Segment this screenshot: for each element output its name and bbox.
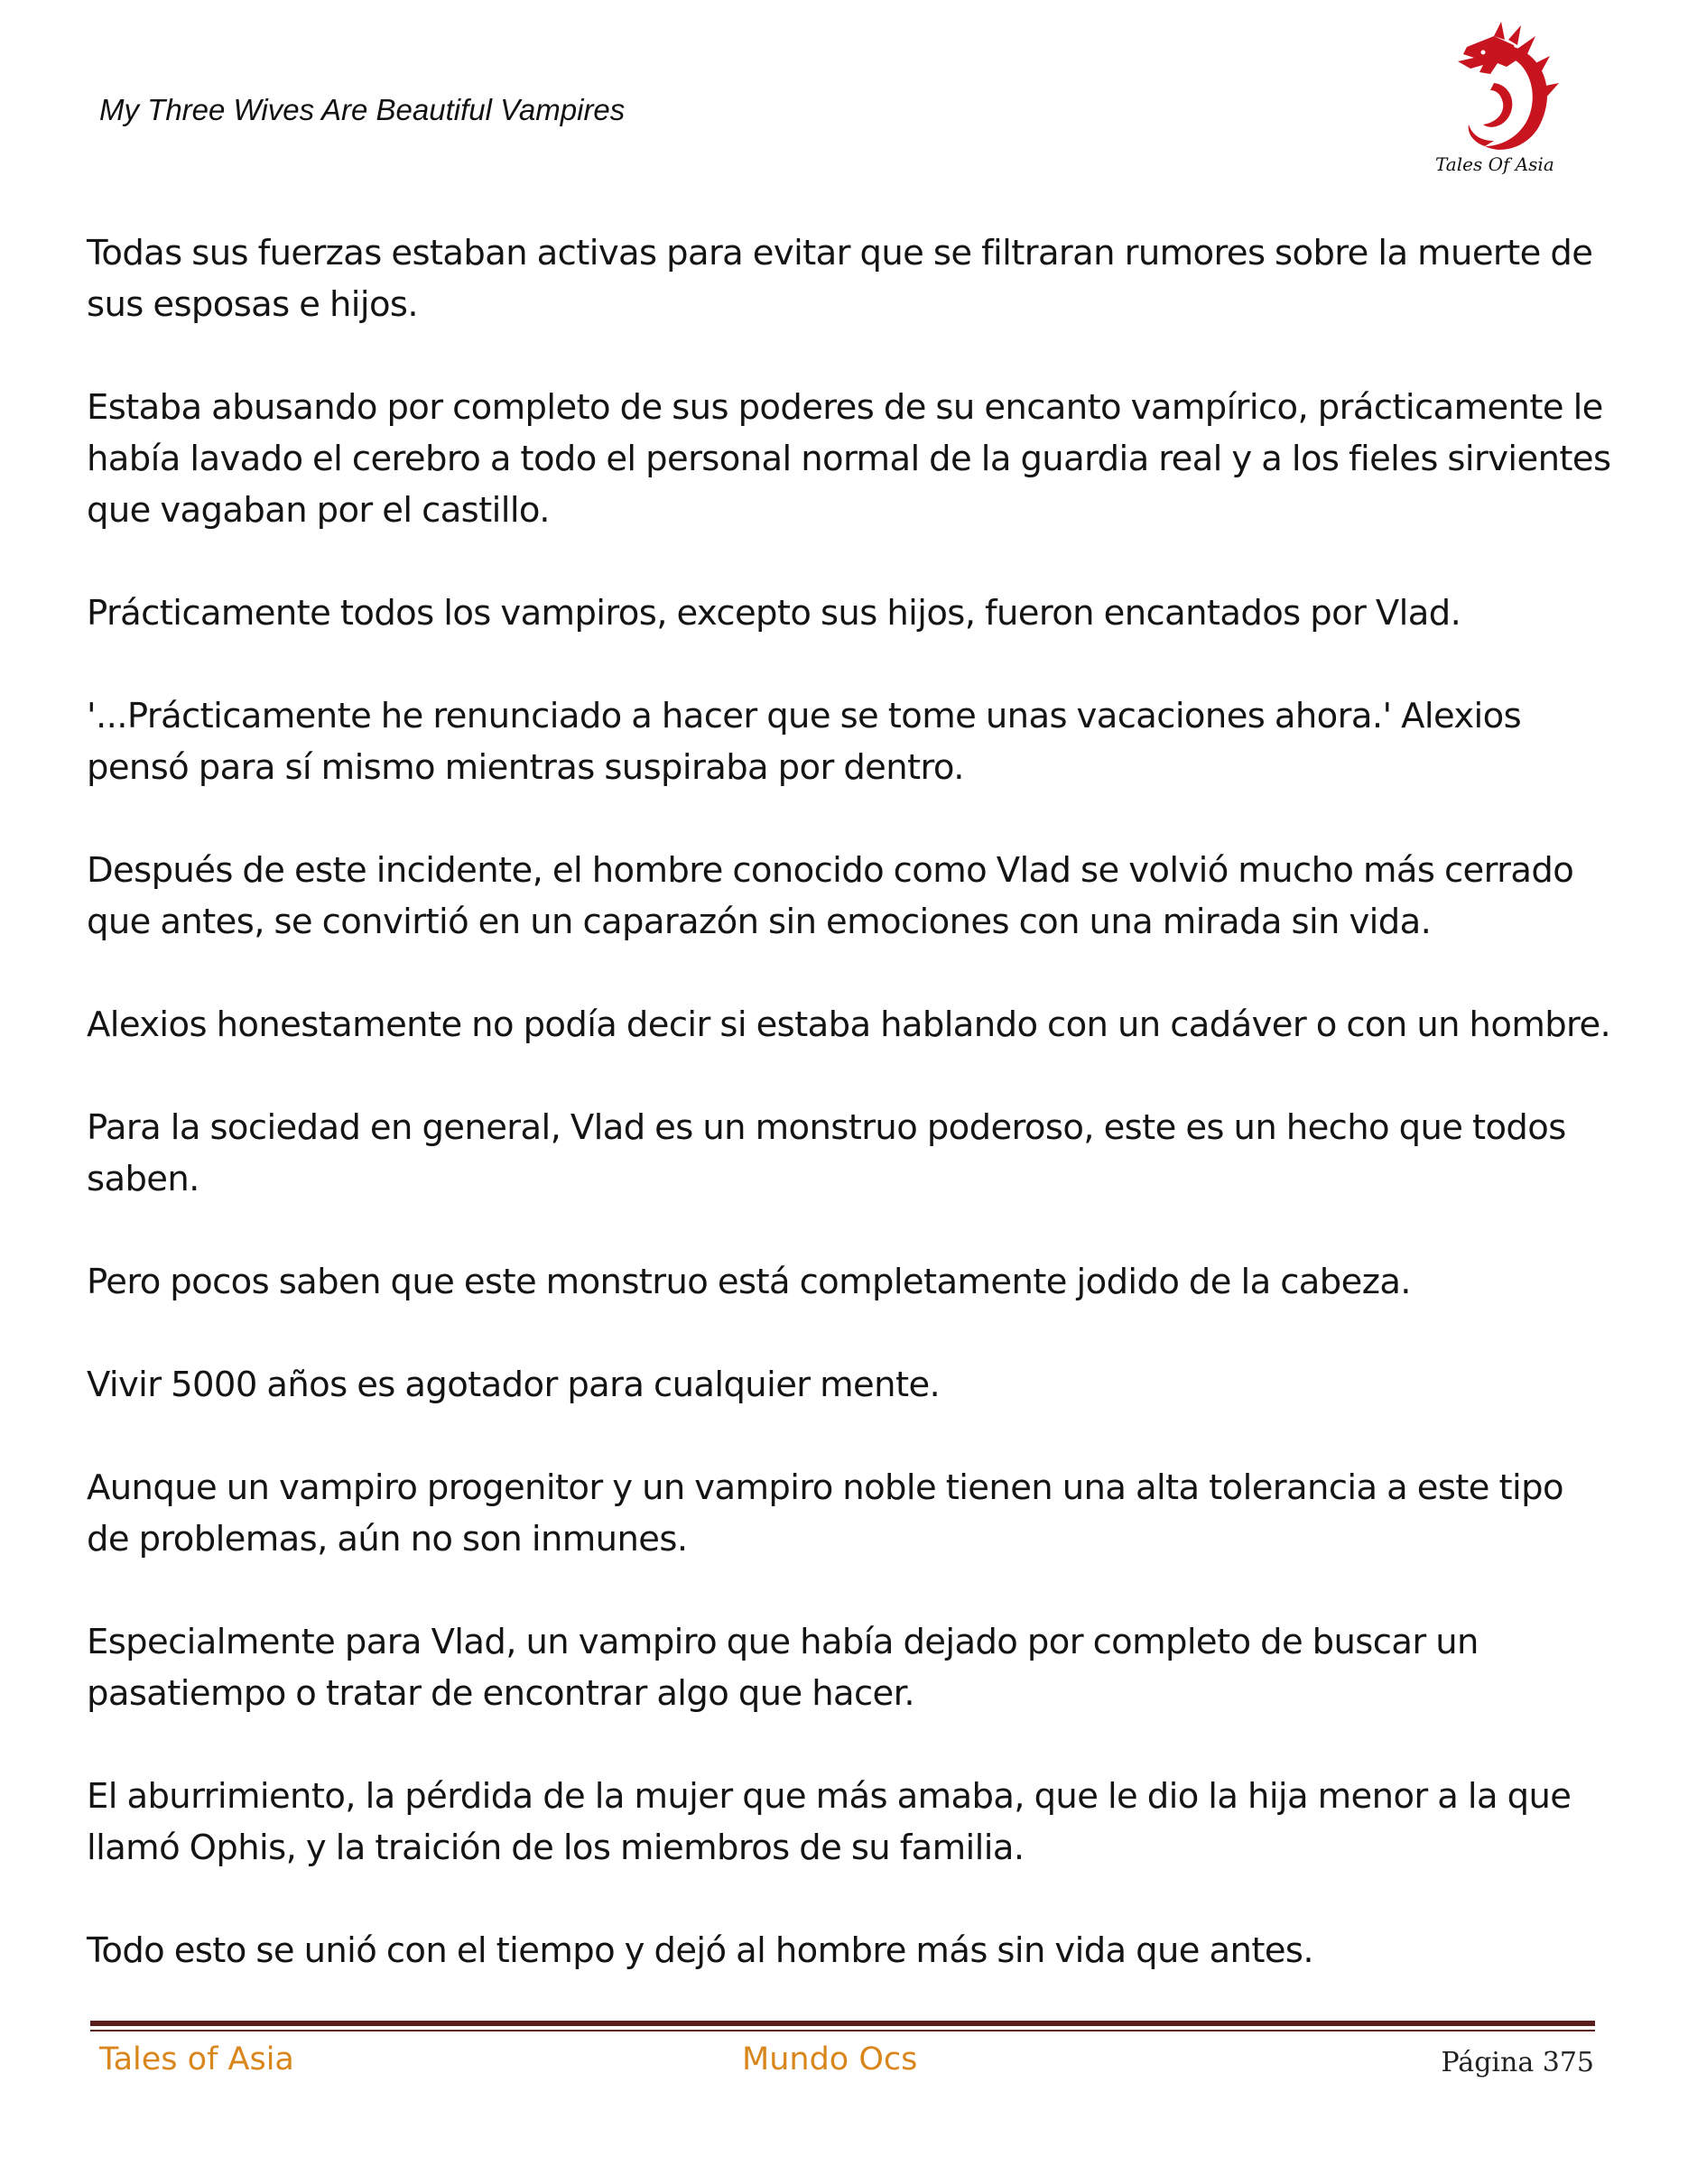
paragraph: Después de este incidente, el hombre conocido como Vlad se volvió mucho más cerrado que antes, se convirtió en un caparazón sin emociones con una mirada sin vida. [87, 850, 1574, 942]
paragraph: '...Prácticamente he renunciado a hacer que se tome unas vacaciones ahora.' Alexios pensó para sí mismo mientras suspiraba por dentro. [87, 696, 1522, 788]
paragraph: Para la sociedad en general, Vlad es un monstruo poderoso, este es un hecho que todos saben. [87, 1107, 1566, 1199]
paragraph: Vivir 5000 años es agotador para cualquier mente. [87, 1365, 941, 1405]
paragraph: Estaba abusando por completo de sus poderes de su encanto vampírico, prácticamente le había lavado el cerebro a todo el personal normal de la guardia real y a los fieles sirvientes que vagaban por el castillo. [87, 387, 1611, 531]
paragraph: Todas sus fuerzas estaban activas para evitar que se filtraran rumores sobre la muerte de sus esposas e hijos. [87, 233, 1593, 325]
footer-divider-thin [90, 2030, 1595, 2031]
paragraph: Especialmente para Vlad, un vampiro que había dejado por completo de buscar un pasatiempo o tratar de encontrar algo que hacer. [87, 1622, 1479, 1714]
paragraph: Todo esto se unió con el tiempo y dejó al hombre más sin vida que antes. [87, 1930, 1314, 1971]
logo-caption: Tales Of Asia [1435, 153, 1554, 175]
footer-divider [90, 2021, 1595, 2026]
footer-section: Mundo Ocs [742, 2041, 918, 2078]
chapter-body [87, 227, 1612, 1976]
footer-publisher: Tales of Asia [99, 2041, 294, 2078]
paragraph: El aburrimiento, la pérdida de la mujer que más amaba, que le dio la hija menor a la que llamó Ophis, y la traición de los miembros de su familia. [87, 1776, 1572, 1868]
paragraph: Aunque un vampiro progenitor y un vampiro noble tienen una alta tolerancia a este tipo de problemas, aún no son inmunes. [87, 1467, 1563, 1559]
paragraph: Alexios honestamente no podía decir si estaba hablando con un cadáver o con un hombre. [87, 1004, 1611, 1045]
paragraph: Prácticamente todos los vampiros, excepto sus hijos, fueron encantados por Vlad. [87, 593, 1461, 634]
page-number: Página 375 [1441, 2047, 1594, 2078]
book-title: My Three Wives Are Beautiful Vampires [99, 93, 626, 126]
paragraph: Pero pocos saben que este monstruo está completamente jodido de la cabeza. [87, 1262, 1411, 1302]
